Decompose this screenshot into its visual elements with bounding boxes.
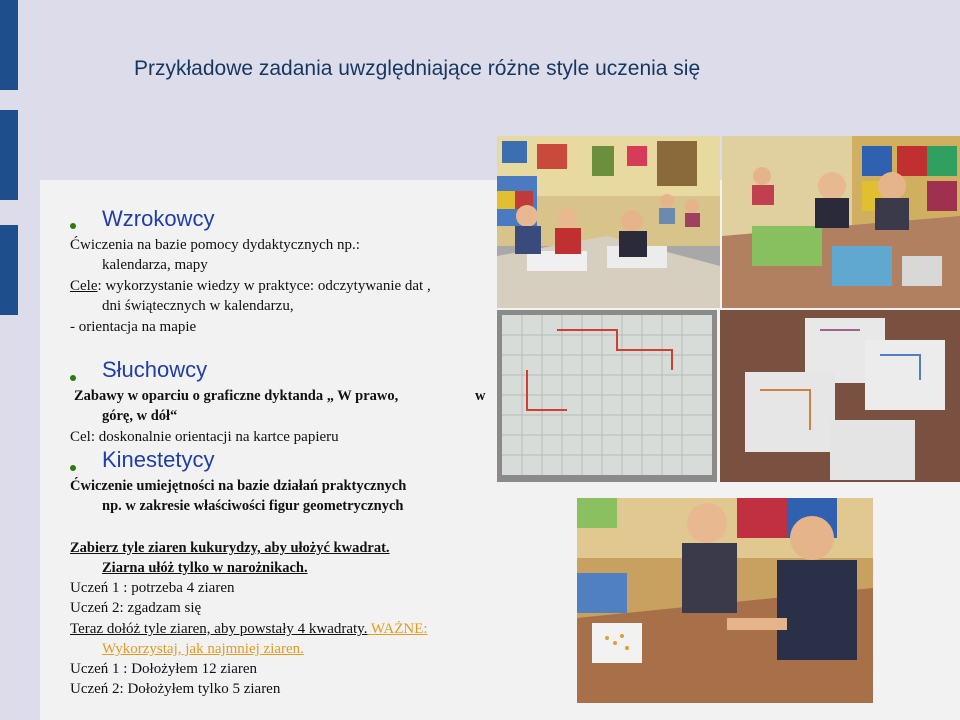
student-1-answer: Uczeń 1 : potrzeba 4 ziaren	[70, 580, 235, 596]
task-3-text: Teraz dołóż tyle ziaren, aby powstały 4 kwadraty.	[70, 621, 368, 637]
grid-paper-photo-2	[720, 310, 960, 482]
decor-bar-middle	[0, 110, 18, 200]
wzrokowcy-line5: - orientacja na mapie	[70, 319, 197, 335]
classroom-photo-1	[497, 136, 720, 308]
slide-title: Przykładowe zadania uwzględniające różne style uczenia się	[134, 57, 701, 80]
wzrokowcy-line4: dni świątecznych w kalendarzu,	[102, 298, 294, 314]
task-2: Ziarna ułóż tylko w narożnikach.	[102, 560, 308, 576]
wzrokowcy-line1: Ćwiczenia na bazie pomocy dydaktycznych np.:	[70, 237, 360, 253]
decor-bar-lower	[0, 225, 18, 315]
important-label: WAŻNE:	[367, 621, 428, 637]
classroom-photo-2	[722, 136, 960, 308]
sluchowcy-line3: Cel: doskonalnie orientacji na kartce papieru	[70, 429, 339, 445]
heading-kinestetycy: Kinestetycy	[102, 447, 215, 472]
cele-label: Cele	[70, 278, 98, 294]
kinestetycy-line1: Ćwiczenie umiejętności na bazie działań praktycznych	[70, 478, 407, 494]
heading-wzrokowcy: Wzrokowcy	[102, 206, 215, 231]
decor-bar-top	[0, 0, 18, 90]
sluchowcy-line1: Zabawy w oparciu o graficzne dyktanda „ W prawo,	[74, 388, 399, 404]
student-2-answer: Uczeń 2: zgadzam się	[70, 600, 202, 616]
bullet-dot	[70, 375, 76, 381]
bullet-dot	[70, 223, 76, 229]
kinestetycy-line2: np. w zakresie właściwości figur geometrycznych	[102, 498, 404, 514]
wzrokowcy-line3	[70, 276, 431, 296]
grid-paper-photo-1	[497, 310, 717, 482]
task-1: Zabierz tyle ziaren kukurydzy, aby ułożyć kwadrat.	[70, 540, 390, 556]
task-3-hint: Wykorzystaj, jak najmniej ziaren.	[102, 641, 304, 657]
bullet-dot	[70, 465, 76, 471]
cele-text: : wykorzystanie wiedzy w praktyce: odczytywanie dat ,	[97, 278, 431, 294]
heading-sluchowcy: Słuchowcy	[102, 357, 208, 382]
wzrokowcy-line2: kalendarza, mapy	[102, 257, 208, 273]
task-3	[70, 619, 428, 639]
sluchowcy-line2: górę, w dół“	[102, 408, 178, 424]
students-corn-photo	[577, 498, 873, 703]
student-2-result: Uczeń 2: Dołożyłem tylko 5 ziaren	[70, 681, 281, 697]
student-1-result: Uczeń 1 : Dołożyłem 12 ziaren	[70, 661, 258, 677]
sluchowcy-line1b: w	[475, 388, 486, 404]
